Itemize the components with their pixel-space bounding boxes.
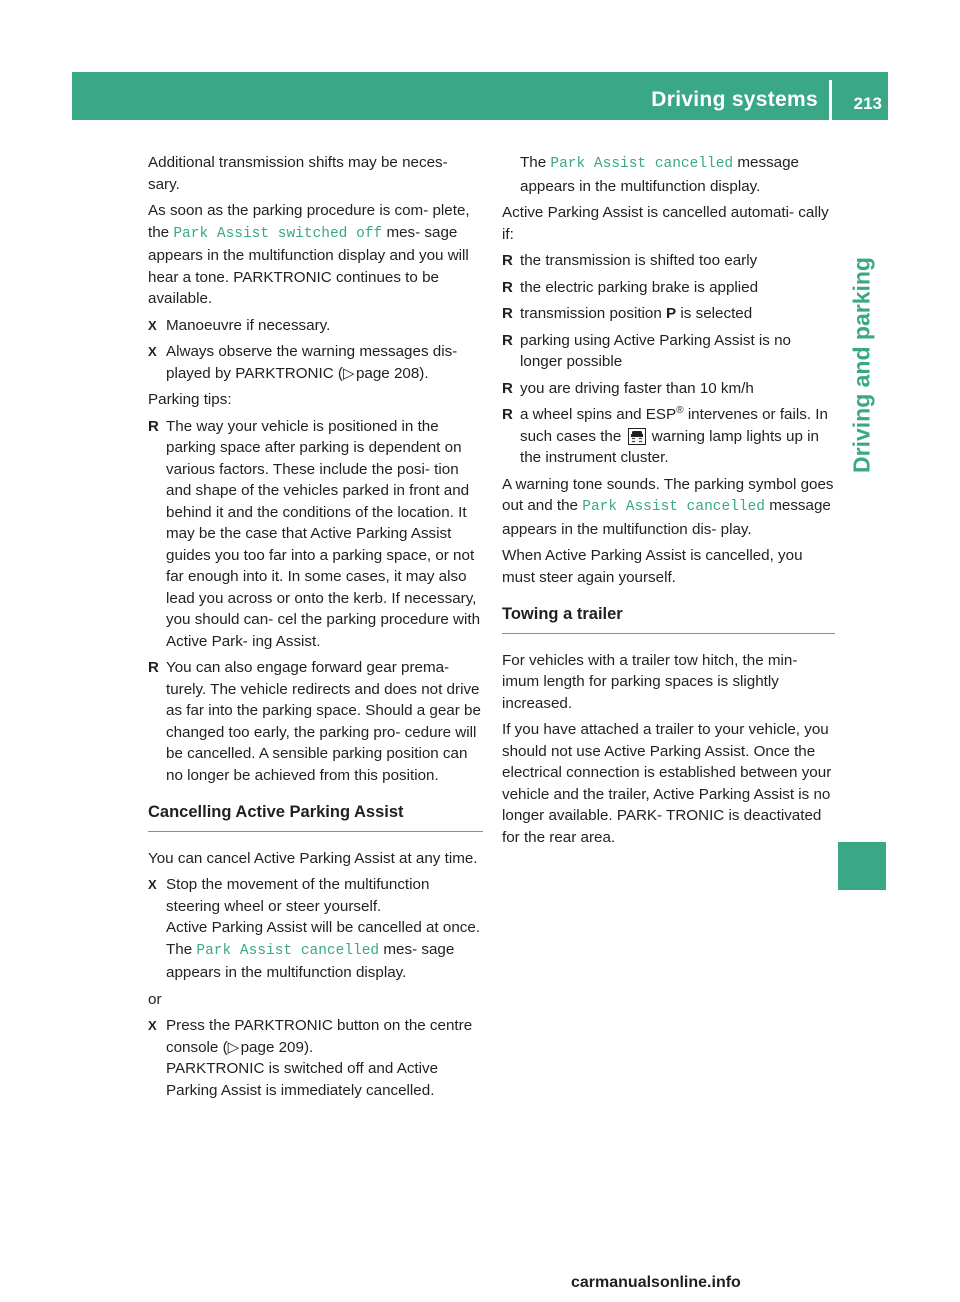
page-reference-link[interactable]: page 208 bbox=[355, 364, 420, 382]
bullet-icon: R bbox=[502, 305, 513, 322]
section-title: Driving systems bbox=[651, 88, 818, 111]
paragraph: Active Parking Assist is cancelled automati- cally if: bbox=[502, 204, 829, 243]
page-reference-link[interactable]: page 209 bbox=[240, 1038, 304, 1056]
chapter-tab bbox=[838, 250, 886, 480]
bullet-icon: R bbox=[502, 278, 513, 296]
paragraph: The Park Assist cancelled message appears in the multifunction display. bbox=[520, 154, 800, 195]
section-heading: Towing a trailer bbox=[502, 604, 835, 634]
list-item: R the transmission is shifted too early bbox=[502, 250, 835, 272]
list-item: R you are driving faster than 10 km/h bbox=[502, 378, 835, 400]
step-marker-icon: X bbox=[148, 344, 157, 359]
display-message: Park Assist cancelled bbox=[196, 942, 380, 959]
header-divider bbox=[829, 80, 832, 120]
paragraph: For vehicles with a trailer tow hitch, the min- imum length for parking spaces is slightly increased. bbox=[502, 651, 798, 712]
watermark: carmanualsonline.info bbox=[571, 1274, 741, 1291]
instruction-step: X Manoeuvre if necessary. bbox=[148, 315, 483, 337]
display-message: Park Assist cancelled bbox=[582, 499, 765, 515]
step-marker-icon: X bbox=[148, 877, 157, 892]
tips-label: Parking tips: bbox=[148, 391, 232, 408]
left-column bbox=[148, 152, 483, 1106]
paragraph: If you have attached a trailer to your vehicle, you should not use Active Parking Assist. Once the electrical connection is established between your vehicle and the trailer, Active Parking Assist is no longer available. PARK- TRONIC is deactivated for the rear area. bbox=[502, 721, 832, 846]
instruction-step: X Stop the movement of the multifunction steering wheel or steer yourself. Active Parking Assist will be cancelled at once. The Park Assist cancelled mes- sage appears in the multifunction display. bbox=[148, 876, 481, 981]
instruction-step: X Always observe the warning messages dis- played by PARKTRONIC (▷ page 208). bbox=[148, 343, 458, 382]
paragraph: Additional transmission shifts may be neces- sary. bbox=[148, 154, 448, 193]
page-reference-icon: ▷ bbox=[342, 364, 355, 382]
paragraph: As soon as the parking procedure is com- plete, the Park Assist switched off mes- sage appears in the multifunction display and you will hear a tone. PARKTRONIC continues to be available. bbox=[148, 202, 470, 307]
step-marker-icon: X bbox=[148, 1018, 157, 1033]
display-message: Park Assist cancelled bbox=[550, 156, 734, 172]
instruction-step: X Press the PARKTRONIC button on the centre console (▷ page 209). PARKTRONIC is switched off and Active Parking Assist is immediately cancelled. bbox=[148, 1017, 473, 1099]
or-separator: or bbox=[148, 990, 162, 1008]
bullet-icon: R bbox=[502, 252, 513, 269]
header-bar bbox=[72, 72, 888, 120]
skidding-car-icon bbox=[628, 428, 646, 445]
section-heading: Cancelling Active Parking Assist bbox=[148, 802, 483, 832]
list-item: R You can also engage forward gear prema- turely. The vehicle redirects and does not drive as far into the parking space. Should a gear be changed too early, the parking pro- cedure will be cancelled. A sensible parking position can no longer be achieved from this position. bbox=[148, 659, 481, 784]
paragraph: You can cancel Active Parking Assist at any time. bbox=[148, 849, 478, 867]
page-number: 213 bbox=[853, 94, 882, 113]
step-marker-icon: X bbox=[148, 317, 157, 333]
list-item: R transmission position P is selected bbox=[502, 303, 835, 325]
right-column bbox=[502, 152, 835, 853]
bullet-icon: R bbox=[502, 331, 513, 349]
list-item: R The way your vehicle is positioned in the parking space after parking is dependent on various factors. These include the posi- tion and shape of the vehicles parked in front and behind it and the conditions of the location. It may be the case that Active Parking Assist guides you too far into a parking space, or not far enough into it. In some cases, it may also lead you across or onto the kerb. If necessary, you should can- cel the parking procedure with Active Park- ing Assist. bbox=[148, 417, 481, 650]
list-item: R parking using Active Parking Assist is no longer possible bbox=[502, 331, 791, 370]
chapter-marker-block bbox=[838, 842, 886, 890]
bullet-icon: R bbox=[148, 417, 159, 435]
paragraph: When Active Parking Assist is cancelled, you must steer again yourself. bbox=[502, 547, 803, 586]
bullet-icon: R bbox=[502, 406, 513, 423]
page-reference-icon: ▷ bbox=[227, 1038, 240, 1056]
chapter-tab-label: Driving and parking bbox=[848, 257, 875, 473]
list-item: R the electric parking brake is applied bbox=[502, 277, 835, 299]
bullet-icon: R bbox=[148, 659, 159, 676]
display-message: Park Assist switched off bbox=[173, 225, 383, 242]
paragraph: A warning tone sounds. The parking symbol goes out and the Park Assist cancelled message appears in the multifunction dis- play. bbox=[502, 475, 834, 538]
bullet-icon: R bbox=[502, 379, 513, 397]
list-item: R a wheel spins and ESP® intervenes or fails. In such cases the warning lamp lights up in the instrument cluster. bbox=[502, 404, 828, 466]
